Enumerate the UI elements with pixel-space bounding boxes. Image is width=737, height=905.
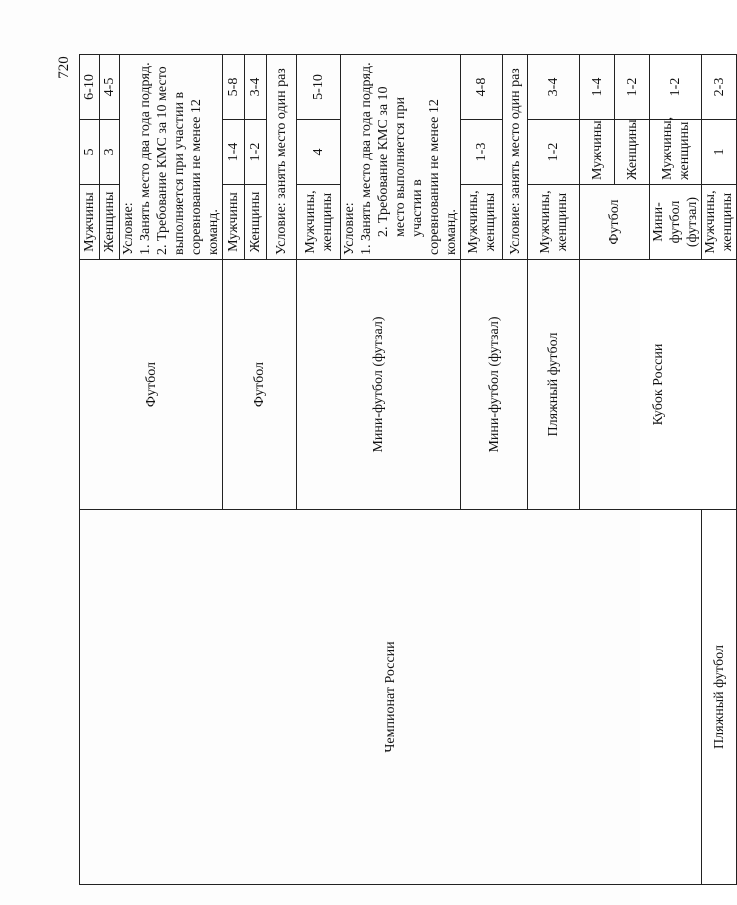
condition-line: Условие:	[342, 202, 357, 255]
condition-line: 2. Требование КМС за 10 место выполняется при участии в	[155, 66, 187, 255]
group-name: Мужчины	[80, 185, 100, 260]
range-value: 5-8	[223, 55, 245, 120]
range-value: 5-10	[297, 55, 341, 120]
group-name: Мужчины	[580, 120, 615, 185]
range-value: 2-3	[702, 55, 737, 120]
qualification-table	[79, 54, 737, 885]
condition-line: Условие: занять место один раз	[274, 68, 289, 255]
place-value: 1-4	[223, 120, 245, 185]
group-name: Женщины	[615, 120, 650, 185]
condition-line: 1. Занять место два года подряд.	[138, 62, 153, 255]
condition-cell	[341, 55, 461, 260]
sport-name: Мини-футбол (футзал)	[461, 260, 528, 510]
place-value: 1-2	[615, 55, 650, 120]
rotated-table-area	[55, 55, 735, 885]
competition-name: Чемпионат России	[80, 510, 702, 885]
sport-name: Мини-футбол (футзал)	[297, 260, 461, 510]
condition-line: 2. Требование КМС за 10 место выполняется при участии в	[376, 86, 425, 237]
place-value: 1-3	[461, 120, 503, 185]
competition-name: Кубок России	[580, 260, 737, 510]
range-value: 4-5	[100, 55, 120, 120]
sport-name: Мини-футбол (футзал)	[650, 185, 702, 260]
place-value: 4	[297, 120, 341, 185]
range-value: 3-4	[528, 55, 580, 120]
range-value: 4-8	[461, 55, 503, 120]
condition-line: Условие:	[121, 202, 136, 255]
group-name: Мужчины, женщины	[461, 185, 503, 260]
condition-line: 1. Занять место два года подряд.	[359, 62, 374, 255]
condition-cell	[267, 55, 297, 260]
table-row	[80, 55, 100, 885]
sport-name: Пляжный футбол	[528, 260, 580, 510]
group-name: Мужчины, женщины	[297, 185, 341, 260]
condition-cell	[503, 55, 528, 260]
group-name: Женщины	[100, 185, 120, 260]
sport-name: Футбол	[580, 185, 650, 260]
range-value: 3-4	[245, 55, 267, 120]
group-name: Мужчины, женщины	[650, 120, 702, 185]
group-name: Мужчины, женщины	[702, 185, 737, 260]
sport-name: Пляжный футбол	[702, 510, 737, 885]
group-name: Мужчины	[223, 185, 245, 260]
sport-name: Футбол	[223, 260, 297, 510]
sport-name: Футбол	[80, 260, 223, 510]
place-value: 1-2	[245, 120, 267, 185]
condition-line: соревновании не менее 12 команд.	[427, 99, 459, 255]
place-value: 3	[100, 120, 120, 185]
place-value: 1	[702, 120, 737, 185]
place-value: 1-4	[580, 55, 615, 120]
condition-line: Условие: занять место один раз	[507, 68, 523, 255]
group-name: Мужчины, женщины	[528, 185, 580, 260]
place-value: 1-2	[528, 120, 580, 185]
page-number: 720	[56, 56, 72, 79]
condition-line: соревновании не менее 12 команд.	[189, 99, 221, 255]
range-value: 6-10	[80, 55, 100, 120]
group-name: Женщины	[245, 185, 267, 260]
place-value: 5	[80, 120, 100, 185]
condition-cell	[120, 55, 223, 260]
place-value: 1-2	[650, 55, 702, 120]
